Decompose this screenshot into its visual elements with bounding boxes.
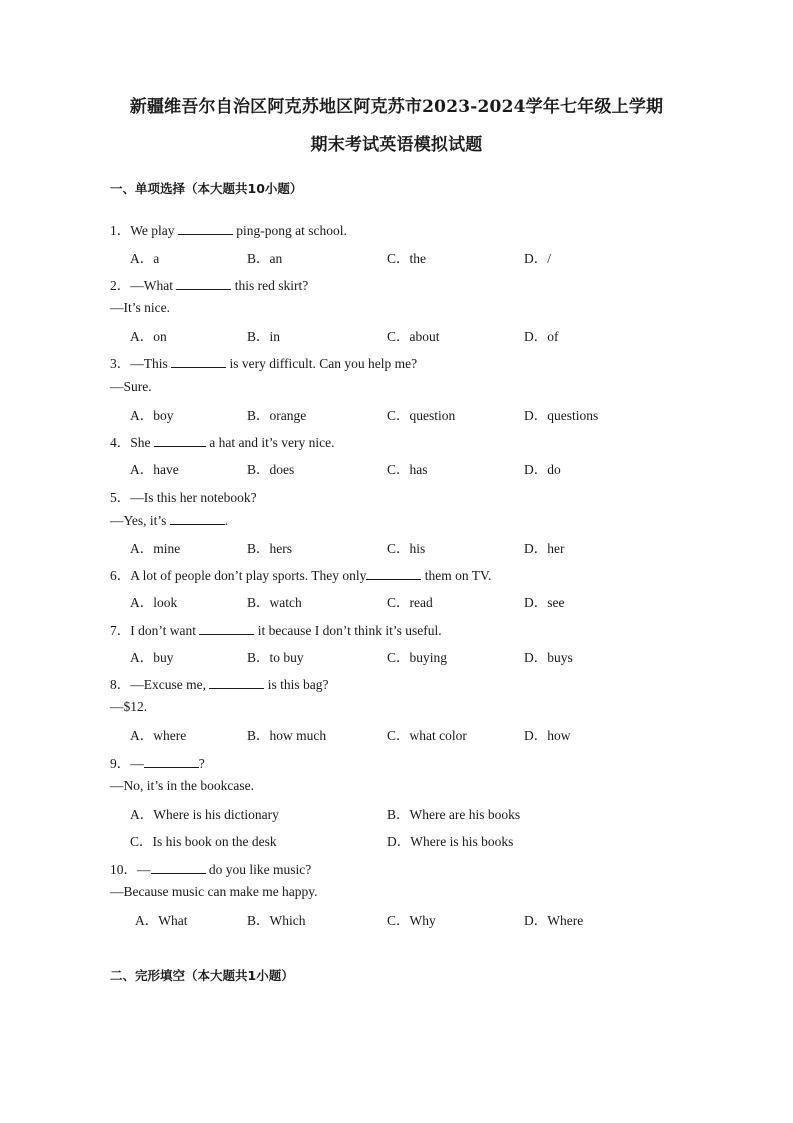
option-a[interactable]: A．mine [130,541,181,556]
option-a[interactable]: A．Where is his dictionary [130,807,279,822]
option-c[interactable]: C．has [387,462,428,477]
option-a[interactable]: A．boy [130,408,174,423]
question-9 [110,752,205,772]
question-text-pre: —This [130,356,172,371]
option-a[interactable]: A．have [130,462,179,477]
option-b[interactable]: B．orange [247,408,307,423]
option-c[interactable]: C．question [387,408,456,423]
question-text-pre: — [137,862,151,877]
question-text-pre: A lot of people don’t play sports. They only [130,568,367,583]
page-title-line2: 期末考试英语模拟试题 [310,135,483,155]
answer-blank [176,277,231,290]
question-number: 1． [110,223,131,238]
option-a[interactable]: A．look [130,595,178,610]
answer-blank [144,755,199,768]
question-number: 5． [110,490,131,505]
question-5 [110,486,257,506]
option-c[interactable]: C．the [387,251,426,266]
option-b[interactable]: B．to buy [247,650,304,665]
question-text-post: a hat and it’s very nice. [205,435,335,450]
question-6 [110,564,491,584]
question-text-post: do you like music? [205,862,312,877]
option-c[interactable]: C．read [387,595,433,610]
answer-blank [154,434,206,447]
option-b[interactable]: B．in [247,329,281,344]
dialogue-reply: —Sure. [110,379,152,394]
answer-blank [178,222,233,235]
answer-blank [171,355,226,368]
question-text-pre: We play [130,223,178,238]
option-c[interactable]: C．about [387,329,440,344]
question-text-pre: —What [130,278,177,293]
dialogue-reply: —It’s nice. [110,300,170,315]
question-text-post: is very difficult. Can you help me? [226,356,418,371]
reply-text-pre: —Yes, it’s [110,513,170,528]
option-b[interactable]: B．an [247,251,283,266]
dialogue-reply: —Because music can make me happy. [110,884,318,899]
option-c[interactable]: C．Why [387,913,436,928]
answer-blank [366,567,421,580]
option-d[interactable]: D．buys [524,650,573,665]
option-c[interactable]: C．buying [387,650,448,665]
page-title-line1: 新疆维吾尔自治区阿克苏地区阿克苏市2023-2024学年七年级上学期 [129,97,664,117]
option-b[interactable]: B．does [247,462,295,477]
option-b[interactable]: B．hers [247,541,292,556]
question-2 [110,274,308,294]
question-text-post: them on TV. [421,568,492,583]
question-number: 2． [110,278,131,293]
question-text-post: is this bag? [264,677,329,692]
question-text-pre: —Excuse me, [130,677,210,692]
question-8 [110,673,328,693]
option-d[interactable]: D．Where is his books [387,834,514,849]
dialogue-reply: —No, it’s in the bookcase. [110,778,254,793]
answer-blank [199,622,254,635]
question-text-pre: She [130,435,154,450]
reply-text-post: . [224,513,229,528]
question-text-post: ping-pong at school. [232,223,347,238]
option-d[interactable]: D．how [524,728,571,743]
question-text: —Is this her notebook? [130,490,257,505]
option-c[interactable]: C．his [387,541,426,556]
option-c[interactable]: C．Is his book on the desk [130,834,277,849]
option-b[interactable]: B．how much [247,728,327,743]
option-b[interactable]: B．watch [247,595,302,610]
question-4 [110,431,334,451]
question-number: 9． [110,756,131,771]
question-text-post: ? [198,756,205,771]
option-d[interactable]: D．do [524,462,561,477]
option-d[interactable]: D．/ [524,251,551,266]
question-1 [110,219,347,239]
section-heading-multiple-choice: 一、单项选择（本大题共10小题） [110,181,303,196]
option-a[interactable]: A．buy [130,650,174,665]
option-d[interactable]: D．questions [524,408,599,423]
option-a[interactable]: A．What [135,913,188,928]
option-d[interactable]: D．her [524,541,565,556]
question-number: 6． [110,568,131,583]
answer-blank [209,676,264,689]
answer-blank [151,861,206,874]
question-text-pre: — [130,756,144,771]
option-d[interactable]: D．see [524,595,565,610]
dialogue-reply [110,512,228,529]
question-text-post: this red skirt? [231,278,309,293]
section-heading-cloze: 二、完形填空（本大题共1小题） [110,968,294,983]
question-text-post: it because I don’t think it’s useful. [254,623,442,638]
question-3 [110,352,417,372]
option-b[interactable]: B．Where are his books [387,807,521,822]
option-a[interactable]: A．on [130,329,167,344]
question-number: 3． [110,356,131,371]
option-c[interactable]: C．what color [387,728,467,743]
option-d[interactable]: D．Where [524,913,584,928]
question-10 [110,858,311,878]
question-number: 7． [110,623,131,638]
question-number: 10． [110,862,137,877]
option-b[interactable]: B．Which [247,913,306,928]
question-text-pre: I don’t want [130,623,200,638]
option-a[interactable]: A．a [130,251,160,266]
answer-blank [170,512,225,525]
question-7 [110,619,442,639]
option-a[interactable]: A．where [130,728,187,743]
option-d[interactable]: D．of [524,329,559,344]
question-number: 4． [110,435,131,450]
question-number: 8． [110,677,131,692]
dialogue-reply: —$12. [110,699,148,714]
